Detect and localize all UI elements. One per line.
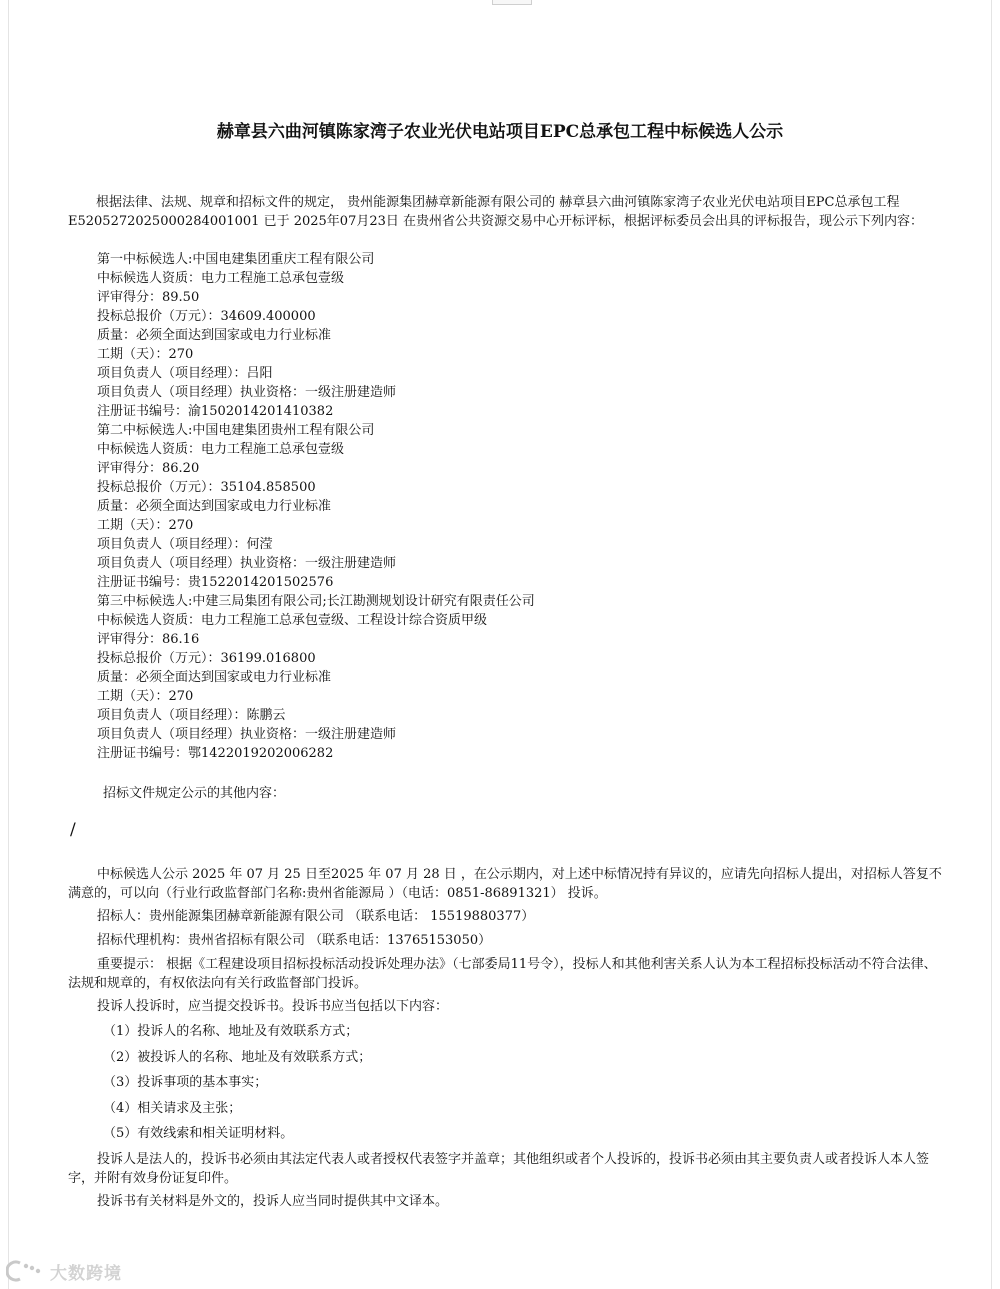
candidate-line: 第三中标候选人:中建三局集团有限公司;长江勘测规划设计研究有限责任公司 — [97, 594, 535, 609]
candidate-line: 工期（天）：270 — [97, 518, 194, 533]
complaint-item: （3）投诉事项的基本事实； — [103, 1075, 268, 1090]
scroll-tab[interactable] — [492, 0, 532, 5]
candidate-line: 项目负责人（项目经理）执业资格：一级注册建造师 — [97, 727, 397, 742]
candidate-line: 投标总报价（万元）：36199.016800 — [97, 651, 316, 666]
other-content-label: 招标文件规定公示的其他内容： — [103, 786, 286, 801]
candidate-line: 注册证书编号：渝1502014201410382 — [97, 404, 334, 419]
candidate-line: 注册证书编号：贵1522014201502576 — [97, 575, 334, 590]
candidate-line: 工期（天）：270 — [97, 689, 194, 704]
complaint-item: （5）有效线索和相关证明材料。 — [103, 1126, 294, 1141]
legal-person-note: 投诉人是法人的，投诉书必须由其法定代表人或者授权代表签字并盖章；其他组织或者个人投诉的，投诉书必须由其主要负责人或者投诉人本人签字，并附有效身份证复印件。 — [68, 1152, 930, 1186]
candidate-line: 项目负责人（项目经理）：何滢 — [97, 537, 273, 552]
candidate-line: 质量：必须全面达到国家或电力行业标准 — [97, 499, 332, 514]
candidate-line: 投标总报价（万元）：35104.858500 — [97, 480, 316, 495]
publicity-period: 中标候选人公示 2025 年 07 月 25 日至2025 年 07 月 28 日 ，在公示期内，对上述中标情况持有异议的，应请先向招标人提出，对招标人答复不满意的，可以向（行业行政监督部门名称:贵州省能源局 ）（电话：0851-86891321） 投诉。 — [68, 867, 942, 901]
agency-info: 招标代理机构：贵州省招标有限公司 （联系电话：13765153050） — [97, 933, 492, 948]
complaint-item: （2）被投诉人的名称、地址及有效联系方式； — [103, 1049, 372, 1065]
complaint-item: （1）投诉人的名称、地址及有效联系方式； — [103, 1024, 359, 1039]
candidate-line: 质量：必须全面达到国家或电力行业标准 — [97, 328, 332, 343]
tenderer-info: 招标人：贵州能源集团赫章新能源有限公司 （联系电话： 15519880377） — [97, 909, 535, 924]
other-content-value: / — [70, 820, 76, 840]
complaint-intro: 投诉人投诉时，应当提交投诉书。投诉书应当包括以下内容： — [97, 999, 449, 1014]
document-title: 赫章县六曲河镇陈家湾子农业光伏电站项目EPC总承包工程中标候选人公示 — [216, 122, 784, 142]
candidate-line: 第一中标候选人:中国电建集团重庆工程有限公司 — [97, 252, 375, 267]
complaint-item: （4）相关请求及主张； — [103, 1100, 242, 1116]
candidate-line: 评审得分：86.16 — [97, 632, 200, 647]
foreign-material-note: 投诉书有关材料是外文的，投诉人应当同时提供其中文译本。 — [97, 1194, 449, 1209]
watermark-logo — [6, 1259, 122, 1283]
candidate-line: 第二中标候选人:中国电建集团贵州工程有限公司 — [97, 423, 375, 438]
watermark-icon — [6, 1259, 46, 1283]
candidate-line: 评审得分：86.20 — [97, 461, 200, 476]
candidate-line: 项目负责人（项目经理）：陈鹏云 — [97, 708, 286, 723]
intro-paragraph: 根据法律、法规、规章和招标文件的规定， 贵州能源集团赫章新能源有限公司的 赫章县六曲河镇陈家湾子农业光伏电站项目EPC总承包工程 E5205272025000284001001 已于 2025年07月23日 在贵州省公共资源交易中心开标评标，根据评标委员会出具的评标报告，现公示下列内容： — [68, 195, 924, 229]
candidate-line: 中标候选人资质：电力工程施工总承包壹级 — [97, 271, 345, 286]
candidate-line: 项目负责人（项目经理）执业资格：一级注册建造师 — [97, 556, 397, 571]
candidate-line: 项目负责人（项目经理）：吕阳 — [97, 366, 273, 381]
important-notice: 重要提示： 根据《工程建设项目招标投标活动投诉处理办法》（七部委局11号令），投标人和其他利害关系人认为本工程招标投标活动不符合法律、法规和规章的，有权依法向有关行政监督部门投诉。 — [68, 957, 937, 991]
candidate-line: 质量：必须全面达到国家或电力行业标准 — [97, 670, 332, 685]
candidate-line: 项目负责人（项目经理）执业资格：一级注册建造师 — [97, 385, 397, 400]
candidate-line: 注册证书编号：鄂1422019202006282 — [97, 746, 334, 761]
candidate-line: 中标候选人资质：电力工程施工总承包壹级 — [97, 442, 345, 457]
candidate-line: 评审得分：89.50 — [97, 290, 200, 305]
candidate-line: 工期（天）：270 — [97, 347, 194, 362]
candidate-line: 中标候选人资质：电力工程施工总承包壹级、工程设计综合资质甲级 — [97, 613, 488, 628]
watermark-text: 大数跨境 — [50, 1263, 122, 1284]
candidate-line: 投标总报价（万元）：34609.400000 — [97, 309, 316, 324]
